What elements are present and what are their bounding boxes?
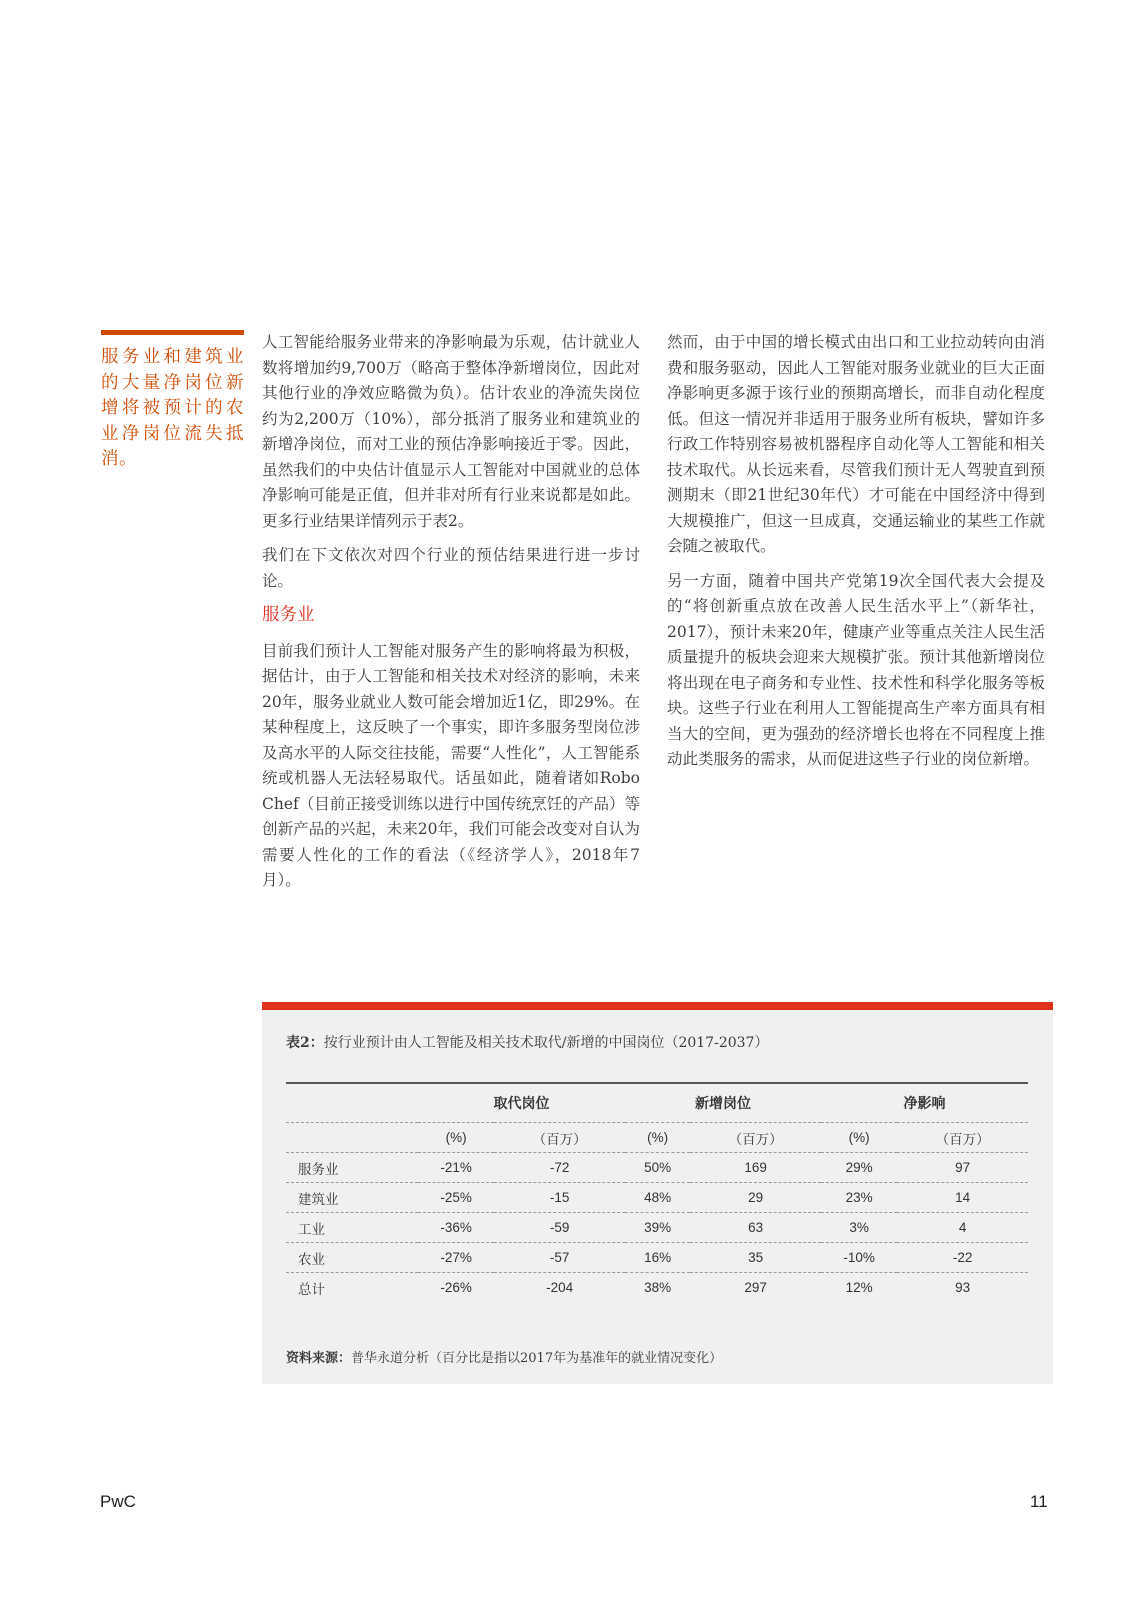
- value-cell: 29%: [821, 1153, 897, 1183]
- page-number: 11: [1030, 1492, 1048, 1511]
- table-row: [286, 1213, 1028, 1243]
- table-subheader-row: [286, 1123, 1028, 1153]
- table-row: [286, 1243, 1028, 1273]
- value-cell: -59: [494, 1213, 625, 1243]
- table-title: [286, 1032, 768, 1052]
- value-cell: 39%: [625, 1213, 690, 1243]
- pull-quote: 服务业和建筑业的大量净岗位新增将被预计的农业净岗位流失抵消。: [101, 347, 244, 469]
- value-cell: -22: [897, 1243, 1028, 1273]
- value-cell: 297: [744, 1280, 767, 1295]
- value-cell: -26%: [440, 1280, 472, 1295]
- industry-cell: 农业: [286, 1243, 418, 1273]
- value-cell: 12%: [845, 1280, 873, 1295]
- group-header-displaced: 取代岗位: [418, 1083, 625, 1123]
- value-cell: -36%: [418, 1213, 494, 1243]
- value-cell: -25%: [418, 1183, 494, 1213]
- value-cell: -72: [494, 1153, 625, 1183]
- data-table: [286, 1082, 1028, 1302]
- value-cell: 14: [897, 1183, 1028, 1213]
- value-cell: -27%: [418, 1243, 494, 1273]
- subheader: （百万）: [897, 1123, 1028, 1153]
- value-cell: 169: [690, 1153, 821, 1183]
- right-column: [667, 330, 1045, 782]
- source-label: 资料来源：: [286, 1351, 352, 1366]
- value-cell: -57: [494, 1243, 625, 1273]
- value-cell: 48%: [625, 1183, 690, 1213]
- table-top-bar: [262, 1002, 1053, 1010]
- section-heading-services: 服务业: [262, 605, 315, 625]
- group-header-new: 新增岗位: [625, 1083, 821, 1123]
- industry-cell: 总计: [298, 1281, 325, 1297]
- table-row: [286, 1273, 1028, 1303]
- table-panel: [262, 1002, 1053, 1384]
- value-cell: 16%: [625, 1243, 690, 1273]
- value-cell: 93: [955, 1280, 971, 1295]
- paragraph: 另一方面，随着中国共产党第19次全国代表大会提及的“将创新重点放在改善人民生活水平上”（新华社，2017），预计未来20年，健康产业等重点关注人民生活质量提升的板块会迎来大规模扩张。预计其他新增岗位将出现在电子商务和专业性、技术性和科学化服务等板块。这些子行业在利用人工智能提高生产率方面具有相当大的空间，更为强劲的经济增长也将在不同程度上推动此类服务的需求，从而促进这些子行业的岗位新增。: [667, 571, 1045, 768]
- table-row: [286, 1153, 1028, 1183]
- table-corner: [286, 1123, 418, 1153]
- value-cell: -10%: [821, 1243, 897, 1273]
- table-row: [286, 1183, 1028, 1213]
- value-cell: 97: [897, 1153, 1028, 1183]
- value-cell: -21%: [418, 1153, 494, 1183]
- value-cell: 29: [690, 1183, 821, 1213]
- subheader: (%): [821, 1123, 897, 1153]
- subheader: (%): [625, 1123, 690, 1153]
- value-cell: 35: [690, 1243, 821, 1273]
- paragraph: 目前我们预计人工智能对服务产生的影响将最为积极，据估计，由于人工智能和相关技术对经济的影响，未来20年，服务业就业人数可能会增加近1亿，即29%。在某种程度上，这反映了一个事实，即许多服务型岗位涉及高水平的人际交往技能，需要“人性化”，人工智能系统或机器人无法轻易取代。话虽如此，随着诸如Robo Chef（目前正接受训练以进行中国传统烹饪的产品）等创新产品的兴起，未来20年，我们可能会改变对自认为需要人性化的工作的看法（《经济学人》，2018年7月）。: [262, 641, 640, 889]
- footer-brand: PwC: [100, 1492, 136, 1511]
- value-cell: 63: [690, 1213, 821, 1243]
- left-column: [262, 330, 640, 903]
- source-text: 普华永道分析（百分比是指以2017年为基准年的就业情况变化）: [351, 1351, 723, 1366]
- industry-cell: 建筑业: [286, 1183, 418, 1213]
- paragraph: 然而，由于中国的增长模式由出口和工业拉动转向由消费和服务驱动，因此人工智能对服务业就业的巨大正面净影响更多源于该行业的预期高增长，而非自动化程度低。但这一情况并非适用于服务业所有板块，譬如许多行政工作特别容易被机器程序自动化等人工智能和相关技术取代。从长远来看，尽管我们预计无人驾驶直到预测期末（即21世纪30年代）才可能在中国经济中得到大规模推广，但这一旦成真，交通运输业的某些工作就会随之被取代。: [667, 333, 1045, 555]
- paragraph: 人工智能给服务业带来的净影响最为乐观，估计就业人数将增加约9,700万（略高于整体净新增岗位，因此对其他行业的净效应略微为负）。估计农业的净流失岗位约为2,200万（10%），部分抵消了服务业和建筑业的新增净岗位，而对工业的预估净影响接近于零。因此，虽然我们的中央估计值显示人工智能对中国就业的总体净影响可能是正值，但并非对所有行业来说都是如此。更多行业结果详情列示于表2。: [262, 333, 640, 530]
- value-cell: 4: [897, 1213, 1028, 1243]
- sidebar-rule: [101, 330, 244, 335]
- subheader: (%): [418, 1123, 494, 1153]
- value-cell: 38%: [644, 1280, 672, 1295]
- table-group-header-row: [286, 1083, 1028, 1123]
- industry-cell: 工业: [286, 1213, 418, 1243]
- group-header-net: 净影响: [821, 1083, 1028, 1123]
- table-title-label: 表2：: [286, 1035, 324, 1051]
- value-cell: -15: [494, 1183, 625, 1213]
- paragraph: 我们在下文依次对四个行业的预估结果进行进一步讨论。: [262, 546, 640, 590]
- value-cell: 50%: [625, 1153, 690, 1183]
- table-source: [286, 1347, 722, 1366]
- value-cell: 23%: [821, 1183, 897, 1213]
- subheader: （百万）: [690, 1123, 821, 1153]
- table-title-text: 按行业预计由人工智能及相关技术取代/新增的中国岗位（2017-2037）: [323, 1035, 769, 1051]
- subheader: （百万）: [494, 1123, 625, 1153]
- value-cell: -204: [546, 1280, 574, 1295]
- industry-cell: 服务业: [286, 1153, 418, 1183]
- table-corner: [286, 1083, 418, 1123]
- value-cell: 3%: [821, 1213, 897, 1243]
- sidebar-callout: [101, 330, 244, 473]
